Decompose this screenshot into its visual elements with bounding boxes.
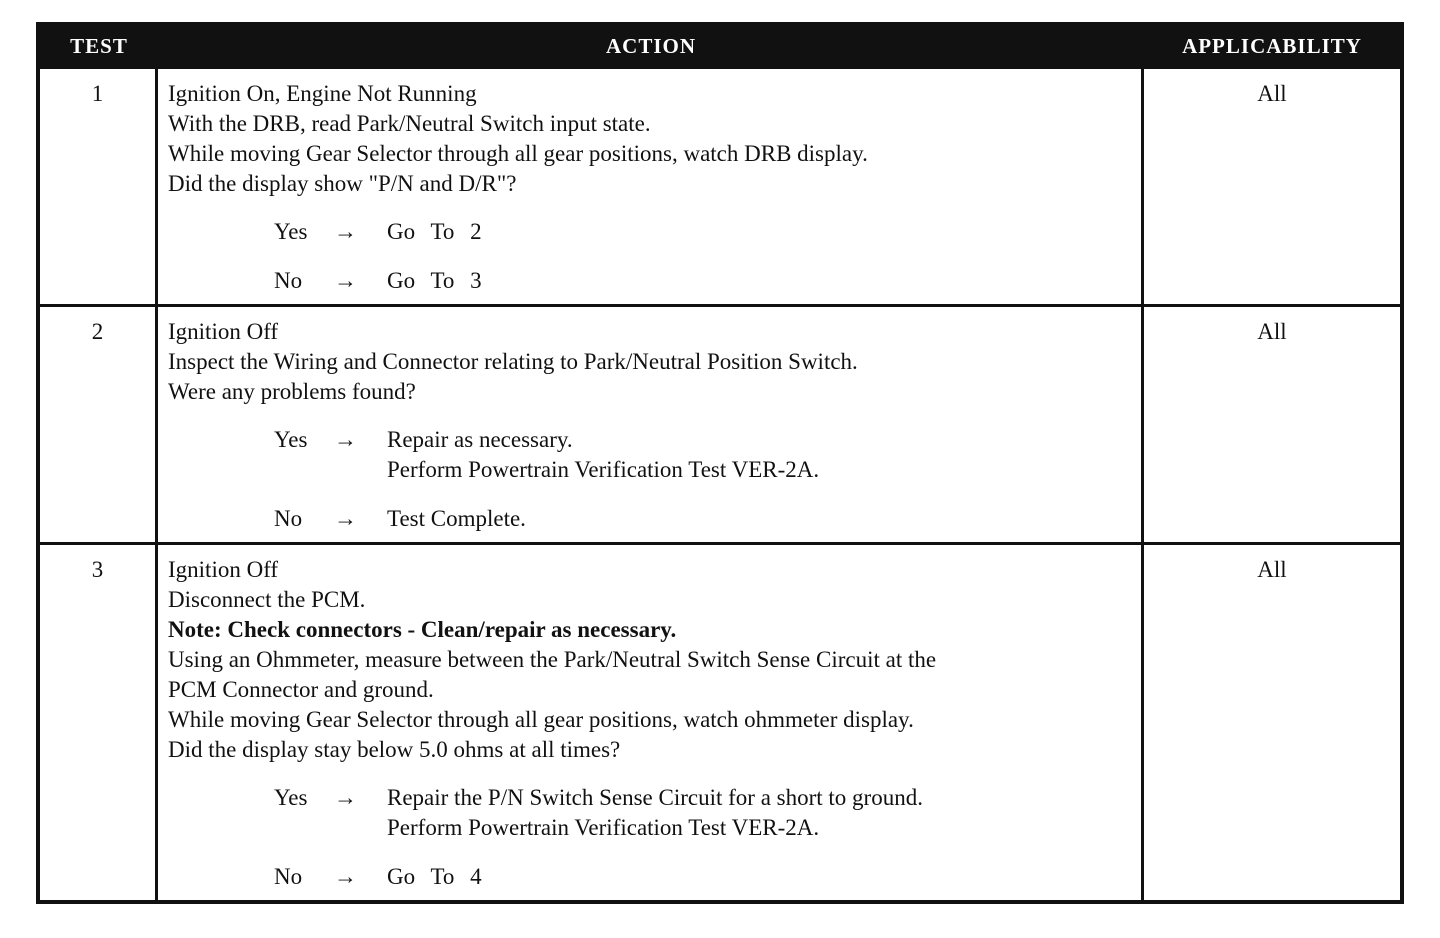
table-row xyxy=(40,542,1400,900)
action-line: Using an Ohmmeter, measure between the Park/Neutral Switch Sense Circuit at the xyxy=(168,647,937,672)
result-line: Perform Powertrain Verification Test VER-2A. xyxy=(387,457,820,482)
result-line: Perform Powertrain Verification Test VER-2A. xyxy=(387,815,820,840)
result-line: Test Complete. xyxy=(387,506,526,531)
action-line: Did the display show "P/N and D/R"? xyxy=(168,171,517,196)
applicability-cell: All xyxy=(1257,557,1287,582)
no-result xyxy=(387,266,1135,296)
yes-label: Yes xyxy=(274,785,308,810)
right-arrow-icon: → xyxy=(334,864,357,889)
no-label: No xyxy=(274,268,303,293)
choices xyxy=(168,425,1135,534)
yes-label: Yes xyxy=(274,219,308,244)
table-header xyxy=(40,26,1400,66)
yes-result xyxy=(387,217,1135,247)
result-line: Go To 3 xyxy=(387,268,482,293)
action-line: Ignition Off xyxy=(168,557,279,582)
action-line: While moving Gear Selector through all gear positions, watch DRB display. xyxy=(168,141,868,166)
no-label: No xyxy=(274,864,303,889)
no-branch xyxy=(274,504,1135,534)
right-arrow-icon: → xyxy=(334,219,357,244)
table-row xyxy=(40,304,1400,542)
yes-result xyxy=(387,783,1135,843)
applicability-cell: All xyxy=(1257,319,1287,344)
no-result xyxy=(387,862,1135,892)
yes-label: Yes xyxy=(274,427,308,452)
result-line: Repair the P/N Switch Sense Circuit for a short to ground. xyxy=(387,785,923,810)
choices xyxy=(168,217,1135,296)
test-number: 3 xyxy=(40,545,158,900)
diagnostic-test-table xyxy=(36,22,1404,904)
action-line: Ignition On, Engine Not Running xyxy=(168,81,477,106)
table-row xyxy=(40,66,1400,304)
yes-result xyxy=(387,425,1135,485)
action-line: Were any problems found? xyxy=(168,379,416,404)
right-arrow-icon: → xyxy=(334,506,357,531)
header-test: TEST xyxy=(70,33,128,58)
right-arrow-icon: → xyxy=(334,268,357,293)
result-line: Go To 4 xyxy=(387,864,482,889)
yes-branch xyxy=(274,425,1135,485)
no-branch xyxy=(274,266,1135,296)
no-branch xyxy=(274,862,1135,892)
right-arrow-icon: → xyxy=(334,785,357,810)
header-action: ACTION xyxy=(605,33,696,58)
test-number: 2 xyxy=(40,307,158,542)
note-line: Note: Check connectors - Clean/repair as necessary. xyxy=(168,617,677,642)
action-line: Disconnect the PCM. xyxy=(168,587,366,612)
action-line: With the DRB, read Park/Neutral Switch input state. xyxy=(168,111,651,136)
action-line: PCM Connector and ground. xyxy=(168,677,434,702)
action-line: Did the display stay below 5.0 ohms at all times? xyxy=(168,737,621,762)
header-applicability: APPLICABILITY xyxy=(1182,33,1362,58)
no-label: No xyxy=(274,506,303,531)
action-cell xyxy=(158,545,1144,900)
action-cell xyxy=(158,307,1144,542)
choices xyxy=(168,783,1135,892)
action-line: Ignition Off xyxy=(168,319,279,344)
no-result xyxy=(387,504,1135,534)
result-line: Repair as necessary. xyxy=(387,427,573,452)
yes-branch xyxy=(274,783,1135,843)
result-line: Go To 2 xyxy=(387,219,482,244)
yes-branch xyxy=(274,217,1135,247)
applicability-cell: All xyxy=(1257,81,1287,106)
right-arrow-icon: → xyxy=(334,427,357,452)
action-cell xyxy=(158,69,1144,304)
action-line: While moving Gear Selector through all gear positions, watch ohmmeter display. xyxy=(168,707,914,732)
test-number: 1 xyxy=(40,69,158,304)
action-line: Inspect the Wiring and Connector relating to Park/Neutral Position Switch. xyxy=(168,349,858,374)
